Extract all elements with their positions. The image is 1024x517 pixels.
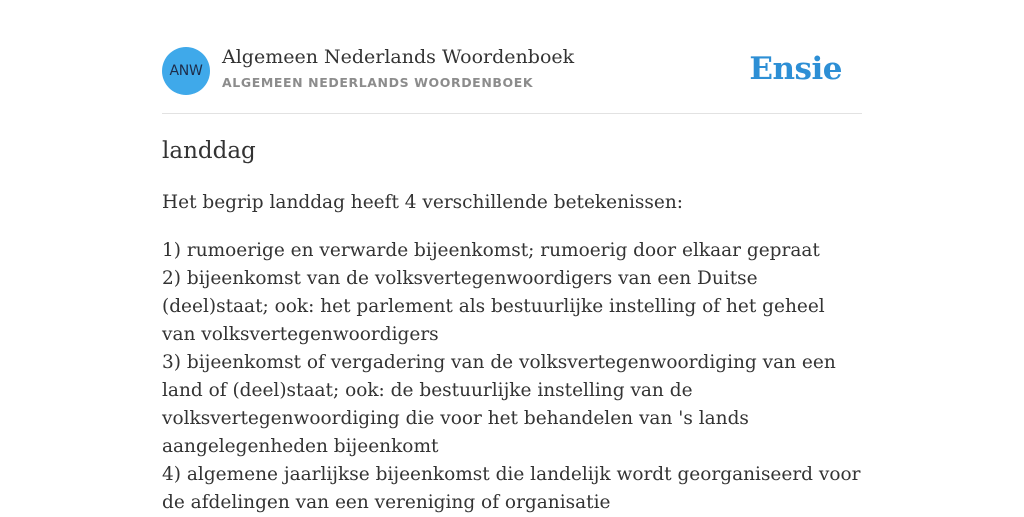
source-header: [162, 0, 862, 114]
definition-item: 4) algemene jaarlijkse bijeenkomst die landelijk wordt georganiseerd voor de afdelingen van een vereniging of organisatie: [162, 464, 861, 513]
source-title[interactable]: Algemeen Nederlands Woordenboek: [222, 46, 575, 68]
anw-logo[interactable]: ANW: [162, 47, 210, 95]
page-content: [162, 0, 862, 513]
definition-list: [162, 237, 862, 517]
source-subtitle: ALGEMEEN NEDERLANDS WOORDENBOEK: [222, 75, 534, 90]
definition-intro: Het begrip landdag heeft 4 verschillende betekenissen:: [162, 192, 683, 213]
definition-item: 3) bijeenkomst of vergadering van de volksvertegenwoordiging van een land of (deel)staat; ook: de bestuurlijke instelling van de volksvertegenwoordiging die voor het behandelen van 's lands aangelegenheden bijeenkomt: [162, 352, 836, 457]
definition-item: 2) bijeenkomst van de volksvertegenwoordigers van een Duitse (deel)staat; ook: het parlement als bestuurlijke instelling of het geheel van volksvertegenwoordigers: [162, 268, 825, 345]
definition-item: 1) rumoerige en verwarde bijeenkomst; rumoerig door elkaar gepraat: [162, 240, 820, 261]
page-title: landdag: [162, 138, 256, 164]
ensie-brand-logo[interactable]: Ensie: [749, 51, 842, 87]
